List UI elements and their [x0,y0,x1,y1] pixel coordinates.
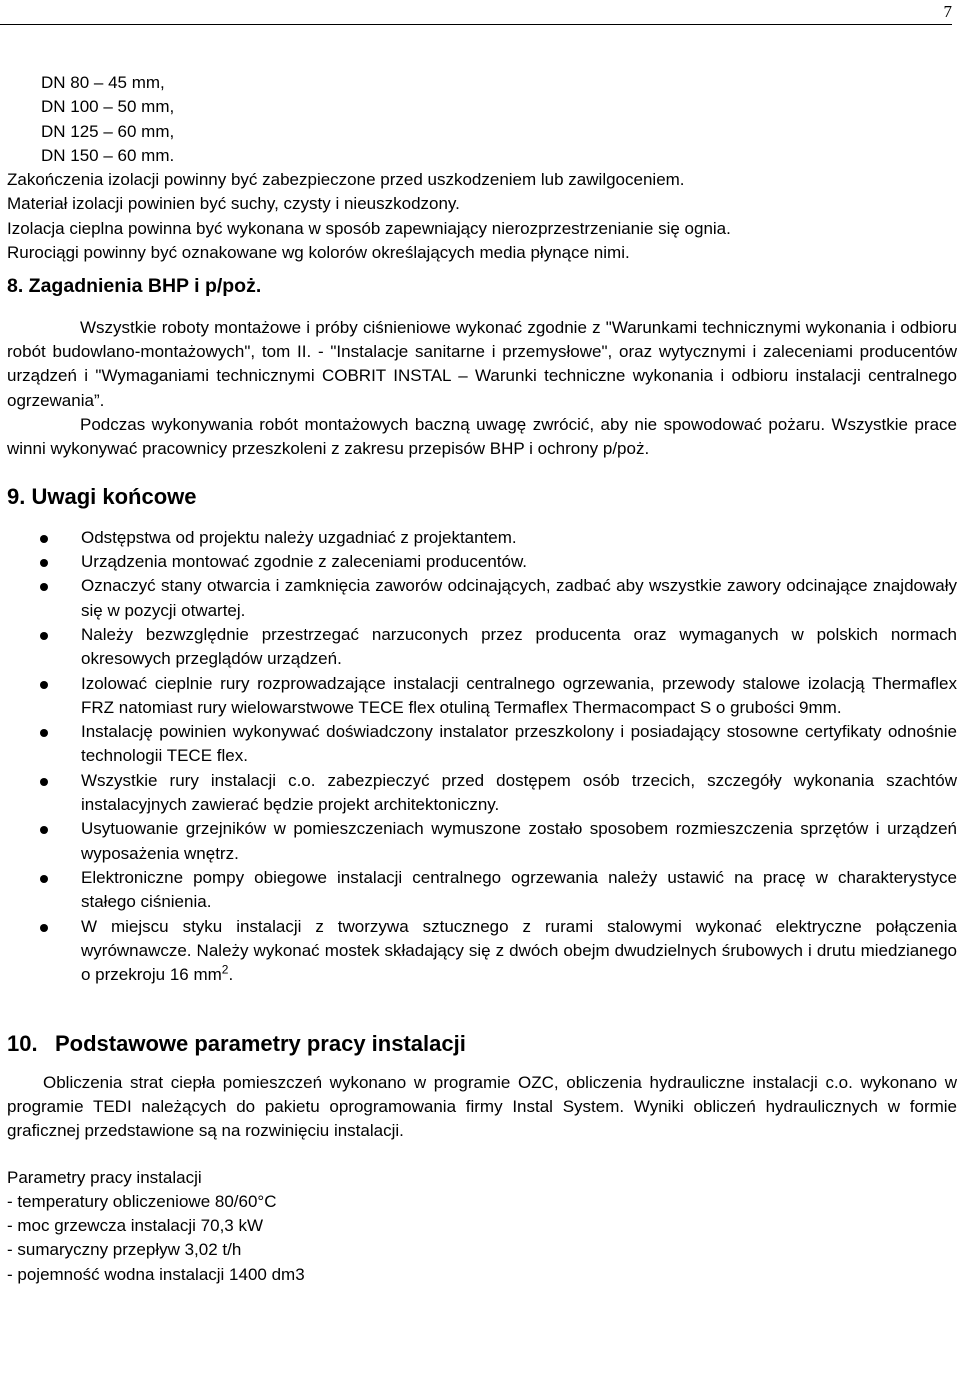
note-line: Zakończenia izolacji powinny być zabezpieczone przed uszkodzeniem lub zawilgoceniem. [7,170,685,190]
bullet-icon [40,875,48,883]
section-10-title: Podstawowe parametry pracy instalacji [55,1031,466,1057]
section-10-heading [7,1032,957,1056]
list-item-text: Należy bezwzględnie przestrzegać narzuconych przez producenta oraz wymaganych w polskich normach okresowych przeglądów urządzeń. [81,624,957,669]
insulation-notes [7,168,957,265]
superscript: 2 [221,962,229,977]
bullet-icon [40,924,48,932]
note-line: Rurociągi powinny być oznakowane wg kolorów określających media płynące nimi. [7,243,630,263]
section-8-paragraph-2: Podczas wykonywania robót montażowych baczną uwagę zwrócić, aby nie spowodować pożaru. Wszystkie prace winni wykonywać pracownicy przeszkoleni z zakresu przepisów BHP i ochrony p/poż. [7,414,957,459]
bullet-icon [40,729,48,737]
section-10-paragraph: Obliczenia strat ciepła pomieszczeń wykonano w programie OZC, obliczenia hydrauliczne instalacji c.o. wykonano w programie TEDI należących do pakietu oprogramowania firmy Instal System. Wyniki obliczeń hydraulicznych w formie graficznej przedstawione są na rozwinięciu instalacji. [7,1072,957,1141]
dn-item: DN 100 – 50 mm, [41,97,175,117]
list-item-text: Elektroniczne pompy obiegowe instalacji centralnego ogrzewania należy ustawić na pracę w charakterystyce stałego ciśnienia. [81,867,957,912]
note-line: Izolacja cieplna powinna być wykonana w sposób zapewniający nierozprzestrzenianie się ognia. [7,218,731,238]
list-item-text: Izolować cieplnie rury rozprowadzające instalacji centralnego ogrzewania, przewody stalowe izolacją Thermaflex FRZ natomiast rury wielowarstwowe TECE flex otuliną Termaflex Thermacompact S o grubości 9mm. [81,673,957,717]
list-item [7,526,957,550]
bullet-icon [40,559,48,567]
list-item-text: Usytuowanie grzejników w pomieszczeniach wymuszone zostało sposobem rozmieszczenia sprzętów i urządzeń wyposażenia wnętrz. [81,819,957,863]
bullet-icon [40,535,48,543]
dn-item: DN 80 – 45 mm, [41,73,165,92]
parameters-title: Parametry pracy instalacji [7,1167,202,1187]
final-remarks-list [7,526,957,988]
list-item [7,672,957,721]
parameter-item: - sumaryczny przepływ 3,02 t/h [7,1240,242,1260]
bullet-icon [40,632,48,640]
document-body [7,71,957,1287]
header-rule [0,24,952,25]
list-item [7,866,957,915]
list-item-end: . [228,965,234,985]
list-item-text: Odstępstwa od projektu należy uzgadniać z projektantem. [81,527,517,547]
list-item-text: Wszystkie rury instalacji c.o. zabezpieczyć przed dostępem osób trzecich, szczegóły wykonania szachtów instalacyjnych zawierać będzie projekt architektoniczny. [81,770,957,815]
list-item-text: Instalację powinien wykonywać doświadczony instalator przeszkolony i posiadający stosowne certyfikaty odnośnie technologii TECE flex. [81,722,957,766]
bullet-icon [40,826,48,834]
page-number: 7 [943,2,952,21]
list-item [7,915,957,988]
dn-item: DN 125 – 60 mm, [41,121,175,141]
parameters-block [7,1166,957,1287]
parameter-item: - temperatury obliczeniowe 80/60°C [7,1191,277,1211]
parameter-item: - pojemność wodna instalacji 1400 dm3 [7,1264,305,1284]
bullet-icon [40,778,48,786]
list-item-text: Urządzenia montować zgodnie z zaleceniami producentów. [81,552,528,572]
list-item [7,623,957,672]
list-item [7,550,957,574]
dn-item: DN 150 – 60 mm. [41,145,175,165]
bullet-icon [40,583,48,591]
section-8-heading: 8. Zagadnienia BHP i p/poż. [7,275,262,298]
list-item-text: Oznaczyć stany otwarcia i zamknięcia zaworów odcinających, zadbać aby wszystkie zawory odcinające znajdowały się w pozycji otwartej. [81,576,957,620]
list-item [7,720,957,769]
section-9-heading: 9. Uwagi końcowe [7,484,197,510]
section-10-number: 10. [7,1031,38,1057]
note-line: Materiał izolacji powinien być suchy, czysty i nieuszkodzony. [7,194,460,214]
list-item-text: W miejscu styku instalacji z tworzywa sztucznego z rurami stalowymi wykonać elektryczne połączenia wyrównawcze. Należy wykonać mostek składający się z dwóch obejm dwudzielnych śrubowych i drutu miedzianego o przekroju 16 mm [81,916,957,985]
list-item [7,574,957,623]
list-item [7,817,957,866]
section-8-paragraph-1: Wszystkie roboty montażowe i próby ciśnieniowe wykonać zgodnie z "Warunkami technicznymi wykonania i odbioru robót budowlano-montażowych", tom II. - "Instalacje sanitarne i przemysłowe", oraz wytycznymi i zaleceniami producentów urządzeń i "Wymaganiami technicznymi COBRIT INSTAL – Warunki techniczne wykonania i odbioru instalacji centralnego ogrzewania”. [7,317,957,410]
parameter-item: - moc grzewcza instalacji 70,3 kW [7,1216,264,1236]
bullet-icon [40,681,48,689]
dn-insulation-list [7,71,957,168]
list-item [7,769,957,818]
